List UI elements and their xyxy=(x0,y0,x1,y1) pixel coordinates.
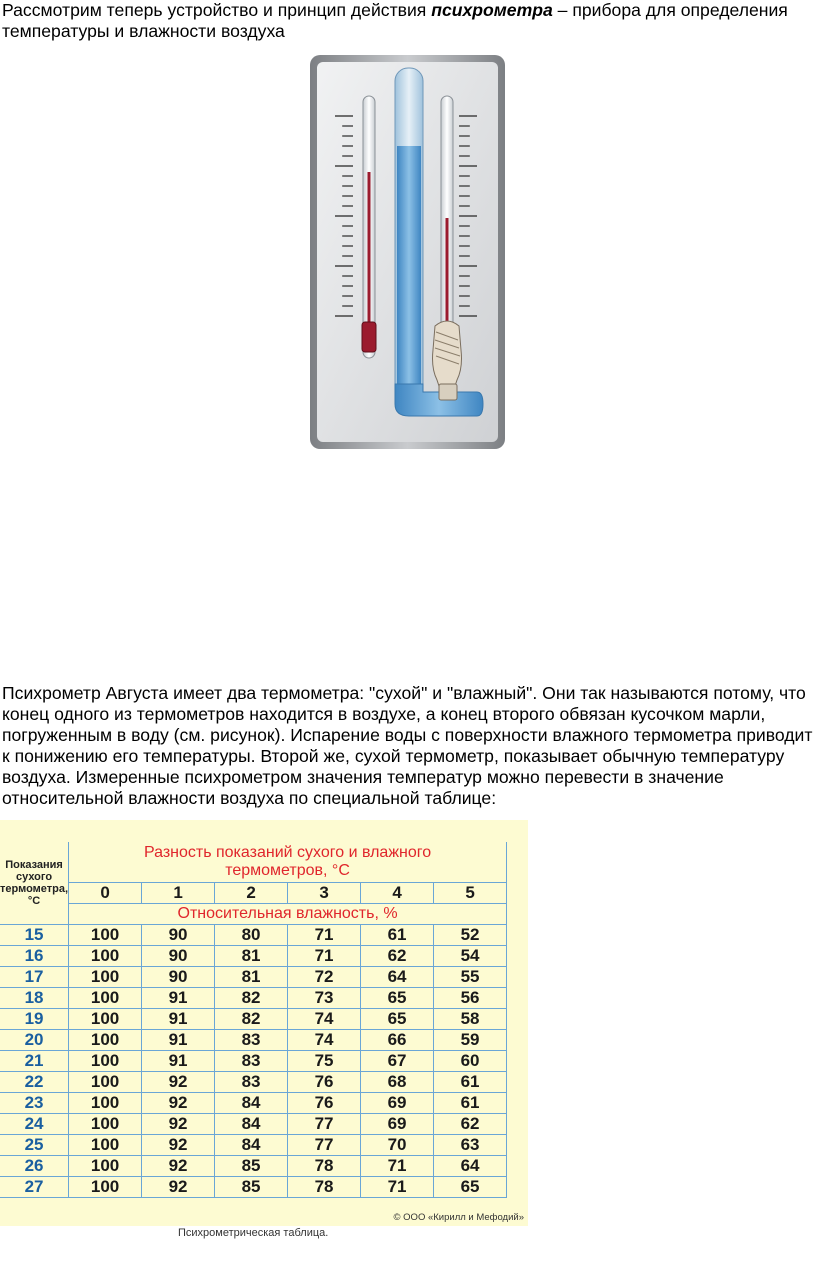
dry-temperature-cell: 27 xyxy=(0,1177,69,1198)
humidity-cell: 92 xyxy=(142,1114,215,1135)
humidity-cell: 78 xyxy=(288,1177,361,1198)
table-row xyxy=(0,967,507,988)
table-row xyxy=(0,1009,507,1030)
dry-temperature-header-line: °С xyxy=(27,895,41,907)
dry-temperature-cell: 26 xyxy=(0,1156,69,1177)
table-row xyxy=(0,1030,507,1051)
intro-emphasis: психрометра xyxy=(431,0,553,20)
humidity-cell: 100 xyxy=(69,1156,142,1177)
humidity-cell: 82 xyxy=(215,1009,288,1030)
humidity-cell: 72 xyxy=(288,967,361,988)
humidity-cell: 59 xyxy=(434,1030,507,1051)
dry-temperature-cell: 20 xyxy=(0,1030,69,1051)
humidity-cell: 64 xyxy=(361,967,434,988)
humidity-cell: 77 xyxy=(288,1135,361,1156)
humidity-cell: 100 xyxy=(69,925,142,946)
table-caption: Психрометрическая таблица. xyxy=(178,1227,329,1239)
dry-temperature-header-line: Показания xyxy=(5,859,63,871)
copyright-notice: © ООО «Кирилл и Мефодий» xyxy=(393,1212,524,1223)
relative-humidity-title: Относительная влажность, % xyxy=(69,904,507,925)
humidity-cell: 73 xyxy=(288,988,361,1009)
psychrometric-table xyxy=(0,842,507,1198)
humidity-cell: 68 xyxy=(361,1072,434,1093)
humidity-cell: 71 xyxy=(288,925,361,946)
humidity-cell: 67 xyxy=(361,1051,434,1072)
table-row xyxy=(0,1051,507,1072)
humidity-cell: 60 xyxy=(434,1051,507,1072)
dry-temperature-header xyxy=(0,842,69,925)
humidity-cell: 91 xyxy=(142,1051,215,1072)
humidity-cell: 100 xyxy=(69,1177,142,1198)
dry-temperature-cell: 15 xyxy=(0,925,69,946)
humidity-cell: 61 xyxy=(434,1072,507,1093)
difference-column-header: 4 xyxy=(361,883,434,904)
humidity-cell: 100 xyxy=(69,967,142,988)
humidity-cell: 100 xyxy=(69,1030,142,1051)
dry-thermometer-mercury xyxy=(368,172,371,342)
humidity-cell: 91 xyxy=(142,1009,215,1030)
humidity-cell: 83 xyxy=(215,1051,288,1072)
dry-temperature-cell: 22 xyxy=(0,1072,69,1093)
humidity-cell: 62 xyxy=(434,1114,507,1135)
table-row xyxy=(0,988,507,1009)
humidity-cell: 65 xyxy=(361,988,434,1009)
table-row xyxy=(0,1072,507,1093)
humidity-cell: 100 xyxy=(69,946,142,967)
humidity-cell: 90 xyxy=(142,946,215,967)
difference-column-header: 5 xyxy=(434,883,507,904)
wet-thermometer-wick xyxy=(439,384,457,400)
table-row xyxy=(0,1177,507,1198)
humidity-cell: 69 xyxy=(361,1114,434,1135)
humidity-cell: 100 xyxy=(69,988,142,1009)
dry-temperature-header-line: термометра, xyxy=(0,883,69,895)
humidity-cell: 92 xyxy=(142,1093,215,1114)
water-reservoir-water xyxy=(397,146,421,404)
humidity-cell: 74 xyxy=(288,1009,361,1030)
humidity-cell: 84 xyxy=(215,1093,288,1114)
dry-thermometer-bulb xyxy=(362,322,376,352)
difference-title xyxy=(69,842,507,883)
humidity-cell: 76 xyxy=(288,1093,361,1114)
humidity-cell: 64 xyxy=(434,1156,507,1177)
humidity-cell: 92 xyxy=(142,1072,215,1093)
humidity-cell: 82 xyxy=(215,988,288,1009)
body-paragraph: Психрометр Августа имеет два термометра: "сухой" и "влажный". Они так называются потому, что конец одного из термометров находится в воздухе, а конец второго обвязан кусочком марли, погруженным в воду (см. рисунок). Испарение воды с поверхности влажного термометра приводит к понижению его температуры. Второй же, сухой термометр, показывает обычную температуру воздуха. Измеренные психрометром значения температур можно перевести в значение относительной влажности воздуха по специальной таблице: xyxy=(2,683,813,808)
humidity-cell: 78 xyxy=(288,1156,361,1177)
humidity-cell: 71 xyxy=(361,1156,434,1177)
humidity-cell: 91 xyxy=(142,988,215,1009)
humidity-cell: 90 xyxy=(142,925,215,946)
difference-title-line2: термометров, °С xyxy=(225,862,350,879)
table-row xyxy=(0,1114,507,1135)
intro-text-after: – прибора для определения температуры и влажности воздуха xyxy=(2,0,788,41)
humidity-cell: 85 xyxy=(215,1156,288,1177)
humidity-cell: 58 xyxy=(434,1009,507,1030)
table-row xyxy=(0,1156,507,1177)
humidity-cell: 81 xyxy=(215,946,288,967)
humidity-cell: 70 xyxy=(361,1135,434,1156)
humidity-cell: 76 xyxy=(288,1072,361,1093)
table-row xyxy=(0,1093,507,1114)
humidity-cell: 92 xyxy=(142,1177,215,1198)
difference-column-header: 2 xyxy=(215,883,288,904)
dry-temperature-cell: 25 xyxy=(0,1135,69,1156)
humidity-cell: 100 xyxy=(69,1072,142,1093)
humidity-cell: 100 xyxy=(69,1135,142,1156)
humidity-cell: 66 xyxy=(361,1030,434,1051)
humidity-cell: 61 xyxy=(434,1093,507,1114)
table-row xyxy=(0,946,507,967)
table-row xyxy=(0,1135,507,1156)
humidity-cell: 55 xyxy=(434,967,507,988)
humidity-cell: 65 xyxy=(434,1177,507,1198)
dry-temperature-cell: 18 xyxy=(0,988,69,1009)
humidity-cell: 54 xyxy=(434,946,507,967)
table-body xyxy=(0,925,507,1198)
psychrometer-illustration xyxy=(309,54,506,450)
humidity-cell: 91 xyxy=(142,1030,215,1051)
humidity-cell: 61 xyxy=(361,925,434,946)
wet-thermometer-gauze xyxy=(433,321,462,386)
humidity-cell: 69 xyxy=(361,1093,434,1114)
humidity-cell: 71 xyxy=(288,946,361,967)
intro-paragraph xyxy=(2,0,792,42)
dry-temperature-header-line: сухого xyxy=(15,871,53,883)
dry-temperature-cell: 23 xyxy=(0,1093,69,1114)
humidity-cell: 100 xyxy=(69,1093,142,1114)
intro-text-before: Рассмотрим теперь устройство и принцип действия xyxy=(2,0,432,20)
humidity-cell: 80 xyxy=(215,925,288,946)
humidity-cell: 74 xyxy=(288,1030,361,1051)
humidity-cell: 75 xyxy=(288,1051,361,1072)
psychrometric-table-figure xyxy=(0,820,528,1226)
humidity-cell: 52 xyxy=(434,925,507,946)
dry-temperature-cell: 21 xyxy=(0,1051,69,1072)
difference-column-header: 0 xyxy=(69,883,142,904)
dry-temperature-cell: 16 xyxy=(0,946,69,967)
humidity-cell: 83 xyxy=(215,1072,288,1093)
humidity-cell: 85 xyxy=(215,1177,288,1198)
humidity-cell: 100 xyxy=(69,1114,142,1135)
humidity-cell: 81 xyxy=(215,967,288,988)
humidity-cell: 63 xyxy=(434,1135,507,1156)
dry-temperature-cell: 17 xyxy=(0,967,69,988)
table-row xyxy=(0,925,507,946)
humidity-cell: 65 xyxy=(361,1009,434,1030)
difference-title-line1: Разность показаний сухого и влажного xyxy=(143,844,432,861)
humidity-cell: 84 xyxy=(215,1114,288,1135)
humidity-cell: 92 xyxy=(142,1156,215,1177)
humidity-cell: 100 xyxy=(69,1009,142,1030)
humidity-cell: 100 xyxy=(69,1051,142,1072)
humidity-cell: 62 xyxy=(361,946,434,967)
dry-temperature-cell: 24 xyxy=(0,1114,69,1135)
difference-column-header: 1 xyxy=(142,883,215,904)
difference-column-header: 3 xyxy=(288,883,361,904)
humidity-cell: 56 xyxy=(434,988,507,1009)
dry-temperature-cell: 19 xyxy=(0,1009,69,1030)
humidity-cell: 84 xyxy=(215,1135,288,1156)
humidity-cell: 71 xyxy=(361,1177,434,1198)
humidity-cell: 77 xyxy=(288,1114,361,1135)
humidity-cell: 83 xyxy=(215,1030,288,1051)
humidity-cell: 92 xyxy=(142,1135,215,1156)
humidity-cell: 90 xyxy=(142,967,215,988)
